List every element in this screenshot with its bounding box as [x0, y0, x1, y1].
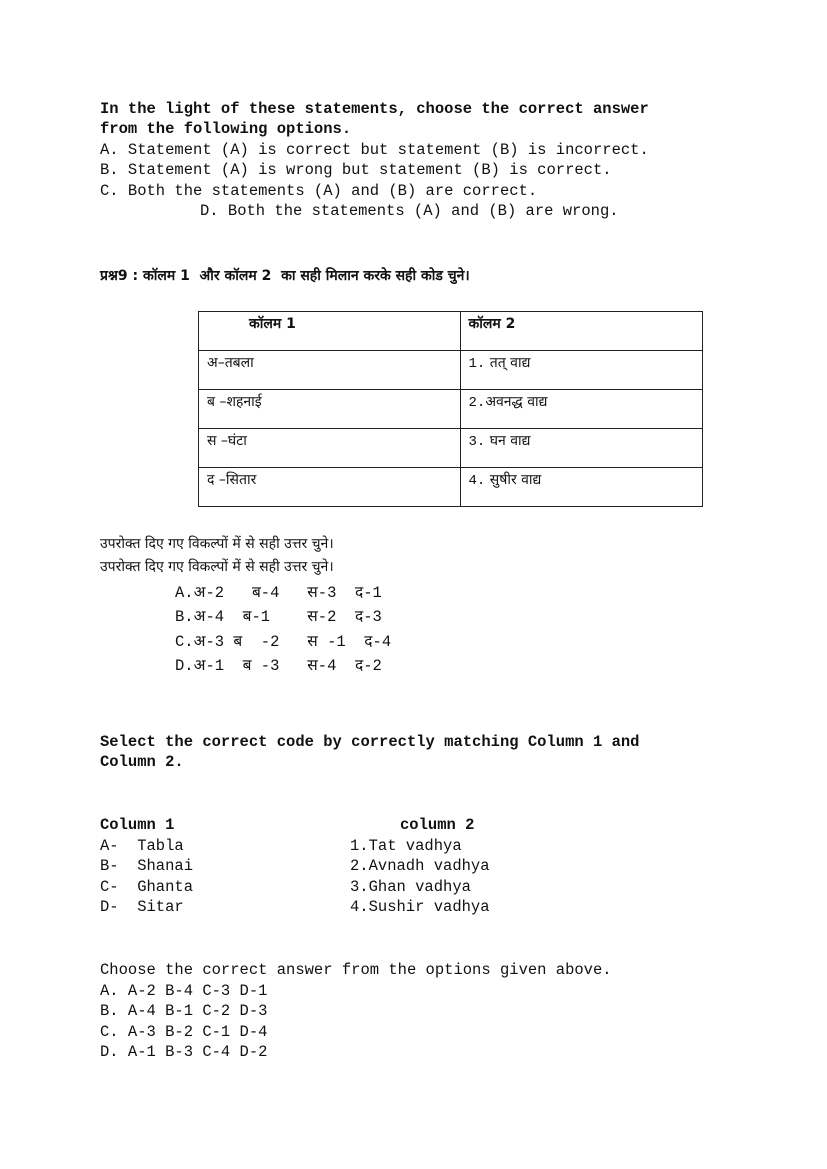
- q9-hindi-option-c: C.अ-3 ब -2 स -1 द-4: [175, 633, 392, 651]
- q9-english-title-line1: Select the correct code by correctly matching Column 1 and: [100, 733, 640, 751]
- match-table: [198, 311, 703, 507]
- row-value: घन वाद्य: [489, 433, 531, 449]
- table-cell-col1: ब –शहनाई: [199, 390, 461, 429]
- table-header-col1: कॉलम 1: [199, 312, 461, 351]
- column1-item: D- Sitar: [100, 898, 184, 916]
- column2-item: 1.Tat vadhya: [350, 837, 462, 855]
- q9-english-title-line2: Column 2.: [100, 753, 184, 771]
- q9-hindi-option-b: B.अ-4 ब-1 स-2 द-3: [175, 608, 382, 626]
- prev-question-prompt-line1: In the light of these statements, choose the correct answer: [100, 100, 649, 118]
- table-header-col2: कॉलम 2: [460, 312, 703, 351]
- column1-item: C- Ghanta: [100, 878, 194, 896]
- table-cell-col1: अ–तबला: [199, 351, 461, 390]
- column2-item: 3.Ghan vadhya: [350, 878, 471, 896]
- q9-english-option-a: A. A-2 B-4 C-3 D-1: [100, 982, 268, 1000]
- column1-item: A- Tabla: [100, 837, 184, 855]
- q9-hindi-instruction-2: उपरोक्त दिए गए विकल्पों में से सही उत्तर चुने।: [100, 559, 334, 575]
- table-cell-col2: [460, 468, 703, 507]
- row-number: 2.: [468, 395, 486, 411]
- q9-english-option-c: C. A-3 B-2 C-1 D-4: [100, 1023, 268, 1041]
- column2-header: column 2: [400, 816, 475, 834]
- prev-question-prompt-line2: from the following options.: [100, 120, 352, 138]
- table-cell-col1: द –सितार: [199, 468, 461, 507]
- column2-item: 2.Avnadh vadhya: [350, 857, 490, 875]
- table-header-row: [199, 312, 703, 351]
- table-row: [199, 390, 703, 429]
- column1-item: B- Shanai: [100, 857, 194, 875]
- prev-option-b: B. Statement (A) is wrong but statement (B) is correct.: [100, 161, 612, 179]
- table-cell-col2: [460, 429, 703, 468]
- row-value: अवनद्ध वाद्य: [485, 394, 548, 410]
- table-cell-col2: [460, 390, 703, 429]
- table-row: [199, 351, 703, 390]
- prev-option-a: A. Statement (A) is correct but statement (B) is incorrect.: [100, 141, 649, 159]
- table-row: [199, 468, 703, 507]
- column2-item: 4.Sushir vadhya: [350, 898, 490, 916]
- q9-hindi-title: प्रश्न9 : कॉलम 1 और कॉलम 2 का सही मिलान करके सही कोड चुने।: [100, 268, 470, 284]
- q9-hindi-option-a: A.अ-2 ब-4 स-3 द-1: [175, 584, 382, 602]
- row-number: 4.: [468, 473, 486, 489]
- table-cell-col1: स –घंटा: [199, 429, 461, 468]
- row-number: 3.: [468, 434, 486, 450]
- q9-english-instruction: Choose the correct answer from the options given above.: [100, 961, 612, 979]
- prev-option-d: D. Both the statements (A) and (B) are wrong.: [200, 202, 619, 220]
- row-number: 1.: [468, 356, 486, 372]
- prev-option-c: C. Both the statements (A) and (B) are correct.: [100, 182, 538, 200]
- q9-hindi-instruction-1: उपरोक्त दिए गए विकल्पों में से सही उत्तर चुने।: [100, 536, 334, 552]
- row-value: सुषीर वाद्य: [489, 472, 542, 488]
- table-cell-col2: [460, 351, 703, 390]
- table-row: [199, 429, 703, 468]
- q9-english-option-d: D. A-1 B-3 C-4 D-2: [100, 1043, 268, 1061]
- row-value: तत् वाद्य: [489, 355, 531, 371]
- q9-english-option-b: B. A-4 B-1 C-2 D-3: [100, 1002, 268, 1020]
- q9-hindi-option-d: D.अ-1 ब -3 स-4 द-2: [175, 657, 382, 675]
- column1-header: Column 1: [100, 816, 175, 834]
